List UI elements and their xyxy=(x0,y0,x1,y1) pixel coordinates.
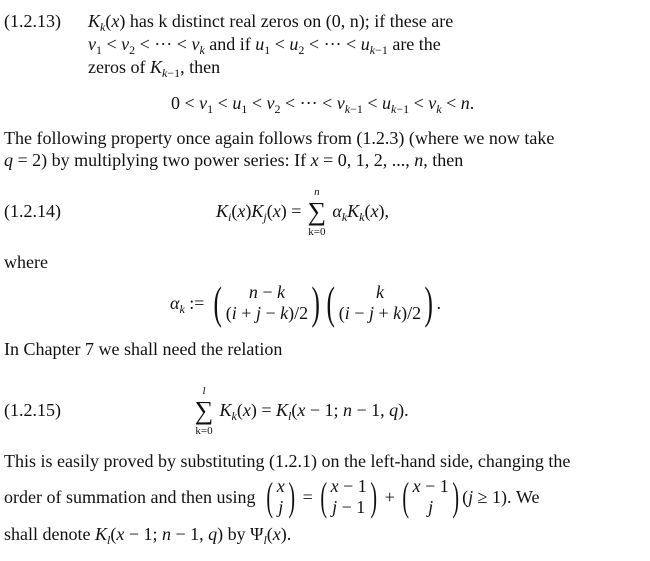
para-1-text-2c: , then xyxy=(423,150,464,170)
binomial-2: ( k (i − j + k)/2 ) xyxy=(326,277,433,328)
eq-1213-text-2b: are the xyxy=(392,34,441,54)
para-2-text-2b: We xyxy=(515,487,540,507)
chapter-line: In Chapter 7 we shall need the relation xyxy=(4,339,283,359)
where-label: where xyxy=(4,252,48,272)
equation-tag-1-2-15: (1.2.15) xyxy=(4,400,61,420)
para-2-line-3: shall denote $K_l(x - 1$; n − 1, q) by $\Psi_l(x)$. xyxy=(4,524,292,547)
eq-1213-line-1: $K_k(x)$ has k distinct real zeros on (0, n); if these are xyxy=(88,11,454,34)
eq-1213-line-3: zeros of $K_{k-1}$, then xyxy=(88,57,221,80)
eq-1213-text-3end: , then xyxy=(180,57,221,77)
summation-sign: ∑ n k=0 xyxy=(307,186,327,238)
para-2-text-3b: by xyxy=(227,524,246,544)
para-1-text-2a: = 2) by multiplying two power series: If xyxy=(17,150,307,170)
para-1-line-2: q = 2) by multiplying two power series: If x = 0, 1, 2, ..., n, then xyxy=(4,150,464,170)
para-2-text-3a: shall denote xyxy=(4,524,91,544)
para-2-line-1: This is easily proved by substituting (1.2.1) on the left-hand side, changing the xyxy=(4,451,571,471)
eq-1213-text-2a: and if xyxy=(209,34,251,54)
summation-sign-2: ∑ l k=0 xyxy=(194,385,214,437)
binomial-1: ( n − k (i + j − k)/2 ) xyxy=(213,277,320,328)
para-1-text-2b: = 0, 1, 2, ..., xyxy=(323,150,410,170)
equation-tag-1-2-14: (1.2.14) xyxy=(4,201,61,221)
para-2-line-2: order of summation and then using ( x j ) = ( x − 1 j − 1 ) + ( x − 1 j ) (j ≥ 1). We xyxy=(4,474,540,519)
para-1-line-1: The following property once again follows from (1.2.3) (where we now take xyxy=(4,128,555,148)
equation-tag-1-2-13: (1.2.13) xyxy=(4,11,61,31)
product-formula: $K_i(x)K_j(x)$ = ∑ n k=0 $\alpha_kK_k(x)$, xyxy=(216,186,389,238)
eq-1213-line-2: $v_1 < v_2$ < ··· < $v_k$ and if $u_1 < u_2$ < ··· < $u_{k-1}$ are the xyxy=(88,34,441,57)
eq-1213-text-3: zeros of xyxy=(88,57,146,77)
alpha-definition: $\alpha_k$ := ( n − k (i + j − k)/2 ) ( k (i − j + k)/2 ) . xyxy=(170,277,441,328)
para-2-text-2a: order of summation and then using xyxy=(4,487,256,507)
sum-relation: ∑ l k=0 $K_k(x) = K_l(x - 1$; n − 1, q). xyxy=(194,385,409,437)
interlacing-inequality: $0 < v_1 < u_1 < v_2$ < ··· < $v_{k-1} < u_{k-1} < v_k < n$. xyxy=(171,93,475,116)
eq-1213-text-1: has k distinct real zeros on (0, n); if these are xyxy=(129,11,454,31)
